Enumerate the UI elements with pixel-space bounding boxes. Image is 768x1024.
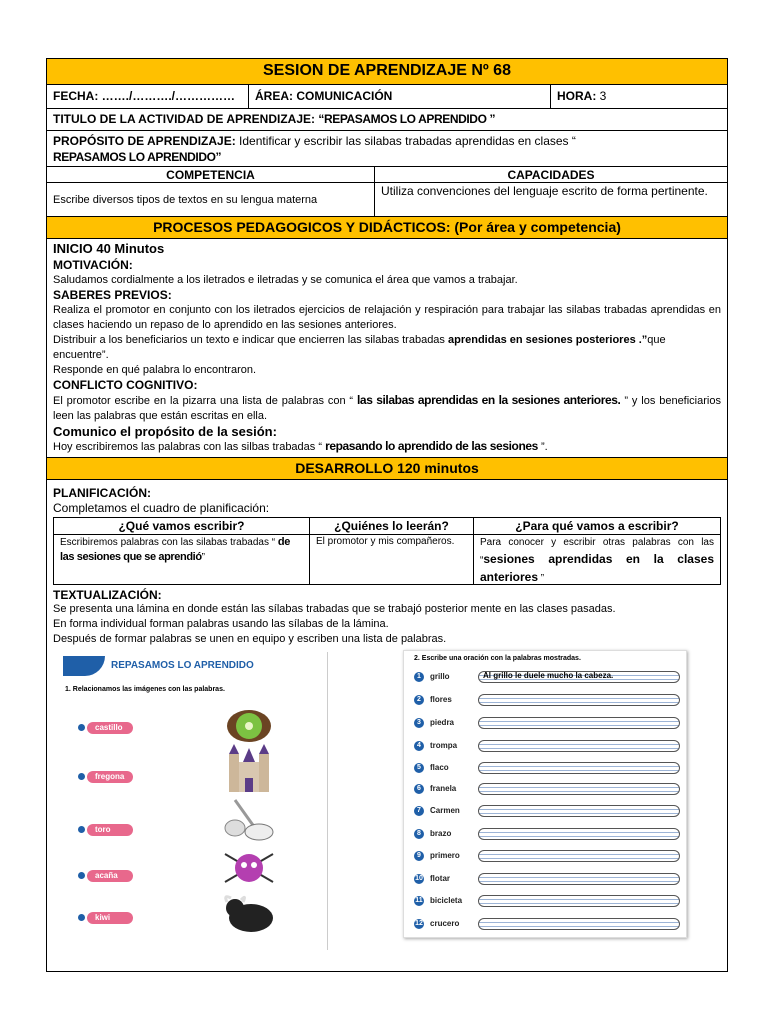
area-field: ÁREA: COMUNICACIÓN bbox=[249, 85, 551, 108]
example-sentence: Al grillo le duele mucho la cabeza. bbox=[483, 671, 614, 680]
planning-a1: Escribiremos palabras con las silabas trabadas “ de las sesiones que se aprendió” bbox=[54, 534, 310, 584]
writing-line bbox=[478, 895, 680, 907]
worksheet-corner-shape bbox=[63, 656, 105, 676]
lesson-plan-sheet bbox=[46, 58, 728, 972]
word-label: flaco bbox=[430, 763, 449, 772]
writing-line bbox=[478, 762, 680, 774]
row-number: 7 bbox=[414, 806, 424, 816]
competencia-head-row bbox=[47, 167, 727, 183]
row-number: 5 bbox=[414, 763, 424, 773]
row-number: 6 bbox=[414, 784, 424, 794]
textualizacion-text-1: Se presenta una lámina en donde están las sílabas trabadas que se trabajó posterior mente en las clases pasadas. bbox=[53, 603, 616, 615]
word-label: brazo bbox=[430, 829, 452, 838]
row-number: 9 bbox=[414, 851, 424, 861]
planning-header-row bbox=[54, 518, 720, 535]
procesos-row bbox=[47, 217, 727, 239]
saberes-text-2: Distribuir a los beneficiarios un texto e indicar que encierren las silabas trabadas aprendidas en sesiones posteriores .”que encuentre”. bbox=[53, 334, 666, 361]
planning-q3: ¿Para qué vamos a escribir? bbox=[515, 519, 679, 533]
word-toro: toro bbox=[87, 824, 133, 836]
textualizacion-heading: TEXTUALIZACIÓN: bbox=[53, 588, 162, 602]
word-label: grillo bbox=[430, 672, 450, 681]
row-number: 8 bbox=[414, 829, 424, 839]
word-castillo: castillo bbox=[87, 722, 133, 734]
word-label: Carmen bbox=[430, 806, 460, 815]
row-number: 2 bbox=[414, 695, 424, 705]
spider-image bbox=[223, 846, 275, 890]
competencia-row bbox=[47, 183, 727, 217]
word-label: crucero bbox=[430, 919, 460, 928]
textualizacion-text-2: En forma individual forman palabras usando las sílabas de la lámina. bbox=[53, 618, 389, 630]
bullet-dot bbox=[78, 872, 85, 879]
row-number: 3 bbox=[414, 718, 424, 728]
proposito-sesion-text: Hoy escribiremos las palabras con las silbas trabadas “ repasando lo aprendido de las sesiones ”. bbox=[53, 439, 548, 453]
planificacion-text: Completamos el cuadro de planificación: bbox=[53, 501, 270, 515]
worksheet2-instruction: 2. Escribe una oración con la palabras mostradas. bbox=[414, 655, 581, 662]
word-label: franela bbox=[430, 784, 457, 793]
page-title: SESION DE APRENDIZAJE Nº 68 bbox=[263, 62, 511, 79]
mop-image bbox=[221, 798, 277, 842]
row-number: 4 bbox=[414, 741, 424, 751]
writing-line bbox=[478, 873, 680, 885]
hora-field: HORA: 3 bbox=[557, 89, 607, 103]
row-number: 10 bbox=[415, 875, 423, 882]
worksheet-sentences bbox=[403, 650, 687, 938]
row-number: 12 bbox=[415, 920, 423, 927]
proposito-sesion-heading: Comunico el propósito de la sesión: bbox=[53, 424, 277, 439]
writing-line bbox=[478, 694, 680, 706]
planning-answer-row bbox=[54, 534, 720, 584]
word-label: flotar bbox=[430, 874, 450, 883]
writing-line bbox=[478, 850, 680, 862]
conflicto-heading: CONFLICTO COGNITIVO: bbox=[53, 378, 198, 392]
planning-table bbox=[53, 517, 721, 585]
planificacion-heading: PLANIFICACIÓN: bbox=[53, 486, 151, 500]
writing-line bbox=[478, 671, 680, 683]
inicio-section bbox=[47, 239, 727, 458]
word-fregona: fregona bbox=[87, 771, 133, 783]
word-label: flores bbox=[430, 695, 452, 704]
saberes-text-1: Realiza el promotor en conjunto con los iletrados ejercicios de relajación y respiración para trabajar las silabas trabadas aprendidas en clases haciendo un repaso de lo aprendido en las sesiones anteriores. bbox=[53, 304, 721, 331]
worksheet-title: REPASAMOS LO APRENDIDO bbox=[111, 660, 254, 671]
bull-image bbox=[221, 892, 277, 936]
capacidades-text: Utiliza convenciones del lenguaje escrito de forma pertinente. bbox=[381, 184, 708, 198]
planning-a3: Para conocer y escribir otras palabras con las “sesiones aprendidas en la clases anteriores ” bbox=[480, 537, 714, 584]
writing-line bbox=[478, 783, 680, 795]
writing-line bbox=[478, 740, 680, 752]
word-label: trompa bbox=[430, 741, 458, 750]
bullet-dot bbox=[78, 773, 85, 780]
castle-image bbox=[227, 744, 271, 794]
competencia-text: Escribe diversos tipos de textos en su lengua materna bbox=[47, 183, 375, 216]
conflicto-text: El promotor escribe en la pizarra una lista de palabras con “ las silabas aprendidas en la sesiones anteriores. ” y los beneficiarios leen las palabras que están escritas en ella. bbox=[53, 393, 721, 422]
competencia-head: COMPETENCIA bbox=[47, 167, 375, 182]
word-label: primero bbox=[430, 851, 460, 860]
textualizacion-text-3: Después de formar palabras se unen en equipo y escriben una lista de palabras. bbox=[53, 633, 447, 645]
procesos-heading: PROCESOS PEDAGOGICOS Y DIDÁCTICOS: (Por área y competencia) bbox=[153, 219, 621, 235]
saberes-text-3: Responde en qué palabra lo encontraron. bbox=[53, 364, 257, 376]
desarrollo-row bbox=[47, 458, 727, 480]
row-number: 11 bbox=[415, 897, 423, 904]
writing-line bbox=[478, 828, 680, 840]
desarrollo-heading: DESARROLLO 120 minutos bbox=[295, 460, 479, 476]
word-label: bicicleta bbox=[430, 896, 463, 905]
bullet-dot bbox=[78, 914, 85, 921]
desarrollo-section bbox=[47, 480, 727, 971]
titulo-row bbox=[47, 109, 727, 131]
proposito-row bbox=[47, 131, 727, 167]
worksheet-instruction: 1. Relacionamos las imágenes con las palabras. bbox=[65, 686, 225, 693]
motivacion-heading: MOTIVACIÓN: bbox=[53, 258, 133, 272]
proposito-text: PROPÓSITO DE APRENDIZAJE: Identificar y escribir las silabas trabadas aprendidas en clases “ REPASAMOS LO APRENDIDO” bbox=[53, 134, 576, 164]
worksheet-matching bbox=[59, 652, 328, 950]
title-row bbox=[47, 59, 727, 85]
titulo-text: TITULO DE LA ACTIVIDAD DE APRENDIZAJE: “REPASAMOS LO APRENDIDO ” bbox=[53, 112, 496, 126]
planning-q2: ¿Quiénes lo leerán? bbox=[310, 518, 474, 534]
bullet-dot bbox=[78, 826, 85, 833]
capacidades-head: CAPACIDADES bbox=[507, 168, 595, 182]
word-label: piedra bbox=[430, 718, 455, 727]
kiwi-image bbox=[219, 708, 279, 744]
word-kiwi: kiwi bbox=[87, 912, 133, 924]
bullet-dot bbox=[78, 724, 85, 731]
writing-line bbox=[478, 805, 680, 817]
planning-q1: ¿Qué vamos escribir? bbox=[54, 518, 310, 534]
motivacion-text: Saludamos cordialmente a los iletrados e iletradas y se comunica el área que vamos a trabajar. bbox=[53, 274, 518, 286]
info-row bbox=[47, 85, 727, 109]
planning-a2: El promotor y mis compañeros. bbox=[310, 534, 474, 584]
inicio-heading: INICIO 40 Minutos bbox=[53, 241, 165, 256]
fecha-field: FECHA: ……./………./…………… bbox=[47, 85, 249, 108]
writing-line bbox=[478, 918, 680, 930]
word-acana: acaña bbox=[87, 870, 133, 882]
saberes-heading: SABERES PREVIOS: bbox=[53, 288, 172, 302]
writing-line bbox=[478, 717, 680, 729]
row-number: 1 bbox=[414, 672, 424, 682]
